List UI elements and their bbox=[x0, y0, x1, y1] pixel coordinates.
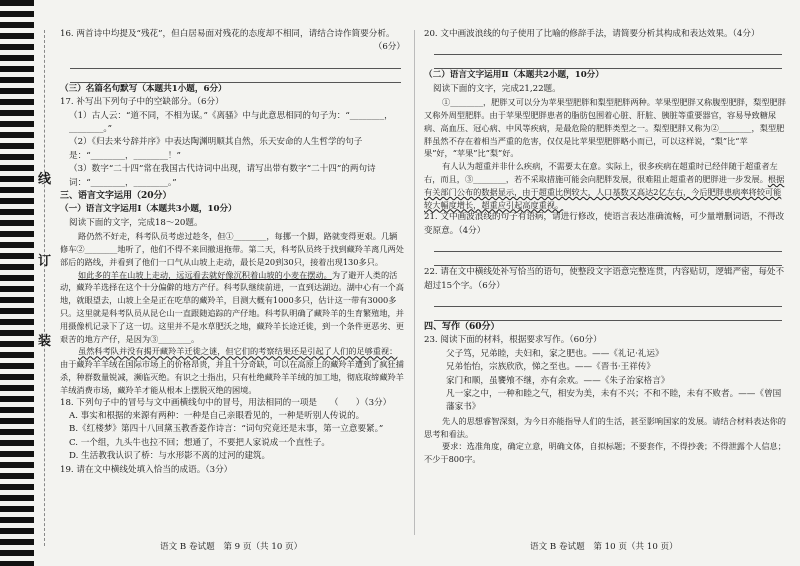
part-3-title: 三、语言文字运用（20分） bbox=[60, 191, 172, 202]
passage-paragraph: 路仍然不好走，科考队员考虑过趁冬，但①________，每挪一个脚，路就变得更艰。几辆修车②________地听了，他们不得不来回撤退拖带。第二天，科考队员终于找到藏羚羊离几两处部后的路线，并看到了他们一口气从山坡上走动，最长是20到30只，接着出现130多只。 bbox=[60, 231, 404, 267]
column-divider bbox=[414, 30, 415, 535]
passage-paragraph bbox=[60, 345, 405, 396]
material-quote: 凡一家之中，一种和睦之气，相安为美，未有不兴；不和不睦，未有不败者。——《曾国藩家书》 bbox=[446, 389, 782, 413]
passage-paragraph: ①________，肥胖又可以分为苹果型肥胖和梨型肥胖两种。苹果型肥胖又称腹型肥胖，梨型肥胖又称外周型肥胖。由于苹果型肥胖患者的脂肪包围着心脏、肝脏、胰脏等重要器官，容易导致糖尿病、高血压、冠心病、中风等疾病，是最危险的肥胖类型之一。梨型肥胖又称为②________，梨型肥胖虽然不存在着相当严重的危害，仅仅是比苹果型肥胖略小而已，可以这样说，“梨”比“苹果”好，“苹果”比“梨”好。 bbox=[424, 97, 786, 159]
binding-margin bbox=[0, 0, 52, 566]
question-17-2: （2）《归去来兮辞并序》中表达陶渊明顺其自然，乐天安命的人生哲学的句子是：“________，________！” bbox=[69, 137, 363, 161]
option-c: C. 一个组，九头牛也拉不回；想通了，不要把人家说成一个直性子。 bbox=[69, 437, 330, 448]
question-16: 16. 两首诗中均提及“残花”，但白居易面对残花的态度却不相同，请结合诗作简要分析。 bbox=[60, 29, 395, 39]
underlined-sentence: 如此多的羊在山坡上走动，远远看去就好像沉积着山坡的小麦在摆动。 bbox=[78, 269, 332, 280]
material-quote: 父子笃，兄弟睦，夫妇和，家之肥也。——《礼记·礼运》 bbox=[446, 348, 664, 359]
wavy-sentence: 虽然科考队并没有揭开藏羚羊迁徙之谜，但它们的考察结果还是引起了人们的足够重视： bbox=[78, 346, 398, 357]
question-22: 22. 请在文中横线处补写恰当的语句，使整段文字语意完整连贯，内容贴切，逻辑严密，每处不超过15个字。（6分） bbox=[424, 267, 785, 291]
part-4-title: 四、写作（60分） bbox=[424, 322, 500, 333]
answer-line bbox=[434, 307, 782, 321]
option-d: D. 生活教我认识了桥：与水形影不离的过河的建筑。 bbox=[69, 451, 271, 462]
subsection-2-title: （二）语言文字运用Ⅱ（本题共2小题，10分） bbox=[424, 70, 604, 81]
page-footer-left: 语文 B 卷试题 第 9 页（共 10 页） bbox=[160, 542, 303, 552]
option-b: B.《红楼梦》第四十八回黛玉教香菱作诗言：“词句究竟还是末事，第一立意要紧。” bbox=[69, 424, 384, 435]
passage-paragraph bbox=[60, 269, 405, 346]
writing-requirements: 要求：选准角度，确定立意，明确文体，自拟标题；不要套作，不得抄袭；不得泄露个人信息；不少于800字。 bbox=[424, 441, 786, 465]
section-3-title: （三）名篇名句默写（本题共1小题，6分） bbox=[60, 83, 227, 94]
question-21: 21. 文中画波浪线的句子有语病，请进行修改，使语言表达准确流畅，可少量增删词语，不得改变原意。（4分） bbox=[424, 212, 785, 236]
question-17: 17. 补写出下列句子中的空缺部分。（6分） bbox=[60, 97, 224, 108]
passage-text: 为了避开人类的活动，藏羚羊选择在这个十分偏僻的地方产仔。科考队继续前进，一直到达湖边。湖中心有一个高地，就眼望去，山坡上全是正在吃草的藏羚羊，目测大概有1000多只，估计这一带有3000多只。这里就是科考队员从昆仑山一直跟随追踪的产仔地。科考队明确了藏羚羊的生育繁殖地，并用摄像机记录下了这一切。这里并不是水草肥沃之地，藏羚羊长途迁徙，到一个条件更恶劣、更艰苦的地方产仔，是因为③________。 bbox=[60, 269, 404, 344]
answer-line bbox=[70, 55, 401, 69]
material-quote: 兄弟怡怡，宗族欣欣，悌之至也。——《晋书·王祥传》 bbox=[446, 362, 655, 373]
passage-text: 由于藏羚羊羊绒在国际市场上的价格昂贵，并且十分奇缺，可以在高原上的藏羚羊遭到了疯狂捕杀，种群数量锐减，濒临灭绝。有识之士指出，只有杜绝藏羚羊羊绒的加工地，彻底取缔藏羚羊羊绒消费市场，藏羚羊才能从根本上摆脱灭绝的困境。 bbox=[60, 359, 404, 395]
answer-line bbox=[70, 69, 401, 83]
writing-task: 先人的思想睿智深刻，为今日亦能指导人们的生活，甚至影响国家的发展。请结合材料表达你的思考和看法。 bbox=[424, 415, 786, 439]
question-23: 23. 阅读下面的材料，根据要求写作。（60分） bbox=[424, 335, 602, 346]
right-column bbox=[424, 28, 786, 466]
subsection-1-title: （一）语言文字运用Ⅰ（本题共3小题，10分） bbox=[60, 204, 237, 215]
binding-cut-line bbox=[44, 30, 45, 546]
reading-instruction: 阅读下面的文字，完成21,22题。 bbox=[433, 83, 561, 94]
binding-word-zhuang: 装 bbox=[38, 334, 52, 349]
material-quote: 家门和顺，虽饔飧不继，亦有余欢。——《朱子治家格言》 bbox=[446, 375, 670, 386]
reading-instruction: 阅读下面的文字，完成18～20题。 bbox=[69, 217, 203, 228]
passage-paragraph bbox=[424, 160, 786, 211]
answer-line bbox=[434, 238, 782, 252]
answer-line bbox=[434, 293, 782, 307]
page-footer-right: 语文 B 卷试题 第 10 页（共 10 页） bbox=[530, 542, 678, 552]
question-17-3: （3）数字“二十四”常在我国古代诗词中出现，请写出带有数字“二十四”的两句诗词：“________，________。” bbox=[69, 164, 376, 188]
binding-stripes bbox=[0, 0, 34, 566]
binding-word-ding: 订 bbox=[38, 254, 52, 269]
option-a: A. 事实和根据的来源有两种：一种是自己亲眼看见的，一种是听别人传说的。 bbox=[69, 411, 365, 422]
question-18: 18. 下列句子中的冒号与文中画横线句中的冒号，用法相同的一项是 （ ）（3分） bbox=[60, 397, 392, 408]
question-17-1: （1）古人云：“道不同，不相为谋。”《离骚》中与此意思相同的句子为：“________，________。” bbox=[69, 110, 393, 135]
binding-word-xian: 线 bbox=[38, 172, 52, 187]
wavy-sentence: 根据有关部门公布的数据显示，由于超重比例较大，人口基数又高达2亿左右，今后肥胖患病率将较可能较大幅度增长，超重应引起高度重视。 bbox=[424, 174, 785, 210]
answer-line bbox=[434, 252, 782, 266]
answer-line bbox=[434, 55, 782, 69]
question-16-points: （6分） bbox=[373, 42, 405, 53]
left-column bbox=[60, 28, 405, 477]
question-19: 19. 请在文中横线处填入恰当的成语。（3分） bbox=[60, 464, 233, 475]
answer-line bbox=[434, 41, 782, 55]
passage-text: 有人认为超重并非什么疾病，不需要太在意。实际上，很多疾病在超重时已经伴随于超重者左右，而且，③________，若不采取措施可能会向肥胖发展，很难阻止超重者的肥胖进一步发展。 bbox=[424, 161, 778, 184]
question-20: 20. 文中画波浪线的句子使用了比喻的修辞手法，请简要分析其构成和表达效果。（4分） bbox=[424, 29, 760, 39]
